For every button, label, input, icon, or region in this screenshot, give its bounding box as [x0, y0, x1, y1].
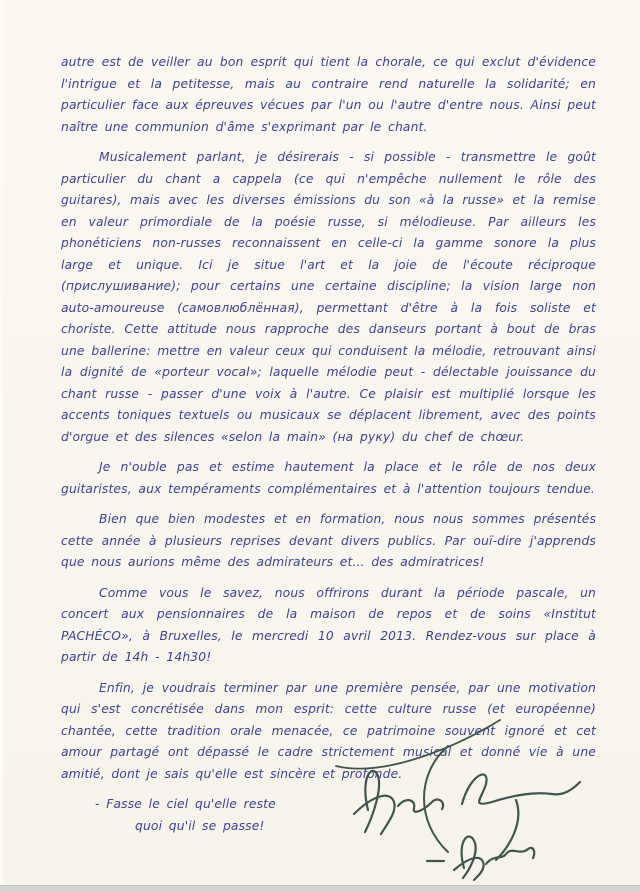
signature-name-stroke — [398, 800, 443, 812]
closing-line-2: quoi qu'il se passe! — [135, 818, 265, 833]
closing-line-1: - Fasse le ciel qu'elle reste — [95, 797, 276, 811]
paragraph: Enfin, je voudrais terminer par une première pensée, par une motivation qui s'est concrétisée dans mon esprit: cette culture russe (et européenne) chantée, cette tradition orale menacée, ce patrimoine souvent ignoré et cet amour partagé ont dépassé le cadre strictement musical et donné vie à une amitié, dont je sais qu'elle est sincère et profonde. — [61, 680, 596, 781]
scan-edge-bottom — [0, 885, 640, 892]
signature-surname-stroke — [462, 774, 580, 804]
scan-edge-left — [0, 0, 5, 892]
signature-name2-stroke — [486, 848, 534, 864]
paragraph: Bien que bien modestes et en formation, nous nous sommes présentés cette année à plusieurs reprises devant divers publics. Par ouï-dire j'apprends que nous aurions même des admirateurs et... des admiratrices! — [61, 512, 596, 569]
signature-name-stroke — [354, 796, 395, 834]
signature-scrawl — [330, 712, 640, 890]
signature-flourish — [336, 720, 500, 769]
signature — [330, 712, 640, 890]
paragraph: autre est de veiller au bon esprit qui tient la chorale, ce qui exclut d'évidence l'intrigue et la petitesse, mais au contraire rend naturelle la solidarité; en particulier face aux épreuves vécues par l'un ou l'autre d'entre nous. Ainsi peut naître une communion d'âme s'exprimant par le chant. — [61, 55, 596, 134]
paragraph: Je n'ouble pas et estime hautement la place et le rôle de nos deux guitaristes, aux tempéraments complémentaires et à l'attention toujours tendue. — [61, 460, 596, 496]
paragraph: Musicalement parlant, je désirerais - si possible - transmettre le goût particulier du chant a cappela (ce qui n'empêche nullement le rôle des guitares), mais avec les diverses émissions du son «à la russe» et la remise en valeur primordiale de la poésie russe, si mélodieuse. Par ailleurs les phonéticiens non-russes reconnaissent en celle-ci la gamme sonore la plus large et unique. Ici je situe l'art et la joie de l'écoute réciproque (прислушивание); pour certains une certaine discipline; la vision large non auto-amoureuse (самовлюблённая), permettant d'être à la fois soliste et choriste. Cette attitude nous rapproche des danseurs portant à bout de bras une ballerine: mettre en valeur ceux qui conduisent la mélodie, retrouvant ainsi la dignité de «porteur vocal»; laquelle mélodie peut - délectable jouissance du chant russe - passer d'une voix à l'autre. Ce plaisir est multiplié lorsque les accents toniques textuels ou musicaux se déplacent librement, avec des points d'orgue et des silences «selon la main» (на руку) du chef de chœur. — [61, 150, 596, 444]
signature-name-stroke — [365, 771, 379, 832]
paragraph: Comme vous le savez, nous offrirons durant la période pascale, un concert aux pensionnaires de la maison de repos et de soins «Institut PACHÉCO», à Bruxelles, le mercredi 10 avril 2013. Rendez-vous sur place à partir de 14h - 14h30! — [61, 585, 596, 664]
